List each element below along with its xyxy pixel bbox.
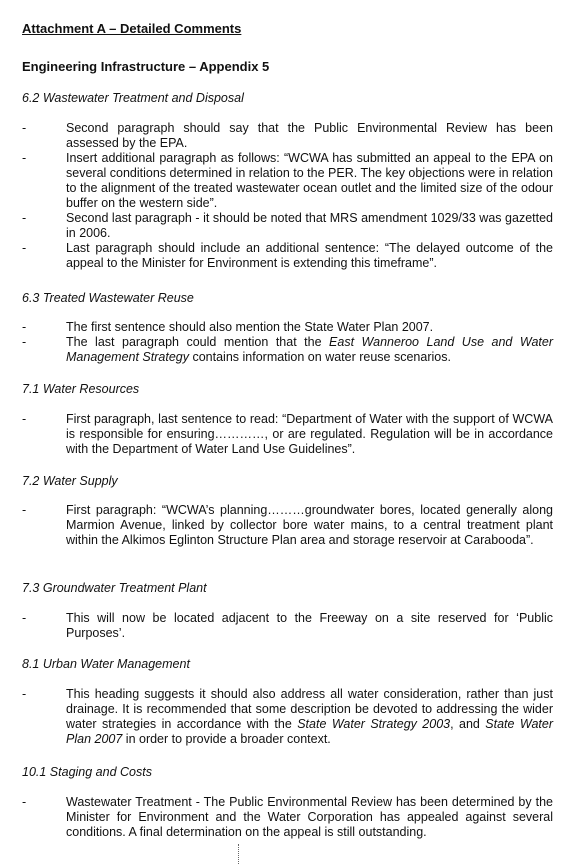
list-item [0, 503, 585, 548]
list-item [0, 795, 585, 840]
list-item [0, 335, 585, 365]
page-title: Attachment A – Detailed Comments [22, 21, 242, 36]
list-item [0, 320, 585, 335]
bullet-dash: - [22, 503, 27, 517]
list-item-text: First paragraph: “WCWA’s planning………groundwater bores, located generally along Marmion Avenue, linked by collector bore water mains, to a central treatment plant within the Alkimos Eglinton Structure Plan area and storage reservoir at Carabooda”. [66, 503, 553, 547]
list-item [0, 121, 585, 151]
section-list-10-1 [0, 795, 585, 840]
section-heading-6-3: 6.3 Treated Wastewater Reuse [22, 291, 194, 305]
bullet-dash: - [22, 795, 27, 809]
section-heading-8-1: 8.1 Urban Water Management [22, 657, 190, 671]
list-item-text: Second paragraph should say that the Public Environmental Review has been assessed by the EPA. [66, 121, 553, 150]
section-heading-7-3: 7.3 Groundwater Treatment Plant [22, 581, 207, 595]
bullet-dash: - [22, 611, 27, 625]
list-item-text: The first sentence should also mention the State Water Plan 2007. [66, 320, 434, 334]
list-item [0, 687, 585, 747]
bullet-dash: - [22, 241, 27, 255]
section-list-7-2 [0, 503, 585, 548]
list-item [0, 151, 585, 211]
bullet-dash: - [22, 320, 27, 334]
section-list-7-1 [0, 412, 585, 457]
section-heading-7-2: 7.2 Water Supply [22, 474, 118, 488]
list-item-text: This heading suggests it should also address all water consideration, rather than just drainage. It is recommended that some description be devoted to addressing the wider water strategies in accordance with the State Water Strategy 2003, and State Water Plan 2007 in order to provide a broader context. [66, 687, 554, 746]
list-item-text: Insert additional paragraph as follows: “WCWA has submitted an appeal to the EPA on several conditions determined in relation to the PER. The key objections were in relation to the alignment of the treated wastewater ocean outlet and the limited size of the odour buffer on the western side”. [66, 151, 553, 210]
scan-mark [238, 844, 240, 864]
section-heading-6-2: 6.2 Wastewater Treatment and Disposal [22, 91, 244, 105]
section-list-6-3 [0, 320, 585, 365]
page-subtitle: Engineering Infrastructure – Appendix 5 [22, 59, 270, 74]
bullet-dash: - [22, 412, 27, 426]
list-item-text: First paragraph, last sentence to read: “Department of Water with the support of WCWA is responsible for ensuring…………, or are regulated. Regulation will be in accordance with the Department of Water Land Use Guidelines”. [66, 412, 553, 456]
bullet-dash: - [22, 335, 27, 349]
list-item-text: Wastewater Treatment - The Public Environmental Review has been determined by the Minister for Environment and the Water Corporation has appealed against several conditions. A final determination on the appeal is still outstanding. [66, 795, 553, 839]
section-heading-7-1: 7.1 Water Resources [22, 382, 140, 396]
list-item [0, 611, 585, 641]
section-list-8-1 [0, 687, 585, 747]
bullet-dash: - [22, 211, 27, 225]
list-item-text: Second last paragraph - it should be noted that MRS amendment 1029/33 was gazetted in 2006. [66, 211, 553, 240]
list-item-text: This will now be located adjacent to the Freeway on a site reserved for ‘Public Purposes’. [66, 611, 553, 640]
bullet-dash: - [22, 687, 27, 701]
section-list-7-3 [0, 611, 585, 641]
list-item-text: The last paragraph could mention that the East Wanneroo Land Use and Water Management Strategy contains information on water reuse scenarios. [66, 335, 553, 364]
section-list-6-2 [0, 121, 585, 271]
bullet-dash: - [22, 151, 27, 165]
section-heading-10-1: 10.1 Staging and Costs [22, 765, 152, 779]
list-item [0, 241, 585, 271]
list-item-text: Last paragraph should include an additional sentence: “The delayed outcome of the appeal to the Minister for Environment is extending this timeframe”. [66, 241, 553, 270]
list-item [0, 412, 585, 457]
bullet-dash: - [22, 121, 27, 135]
list-item [0, 211, 585, 241]
